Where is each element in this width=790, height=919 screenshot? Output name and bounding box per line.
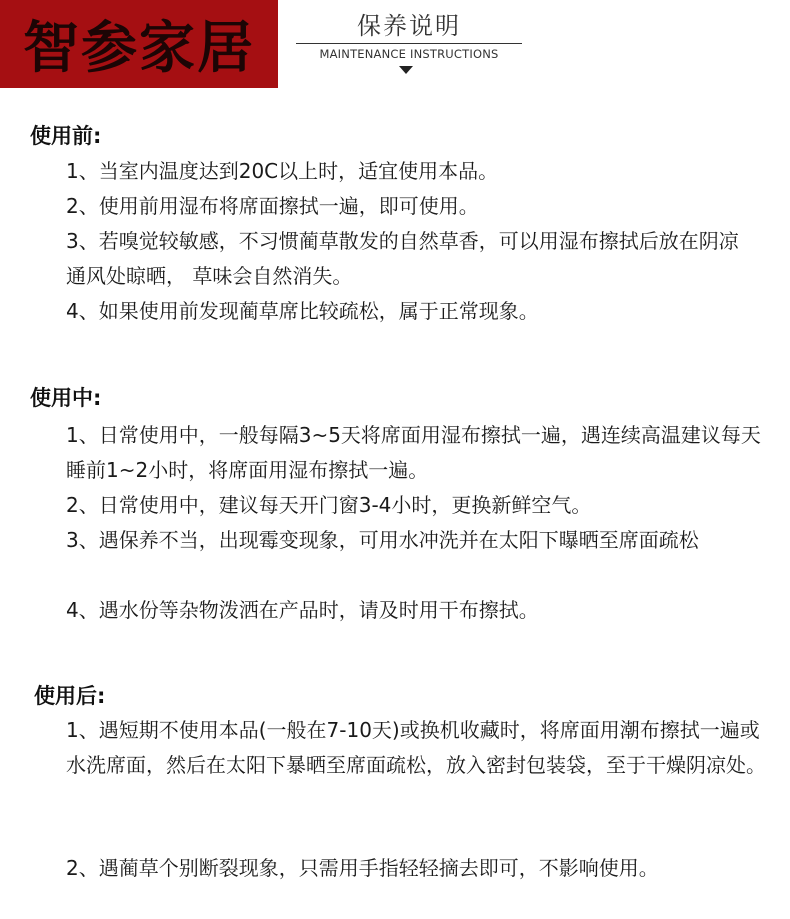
brand-name: 智参家居 (23, 15, 255, 81)
header-title: 保养说明 (357, 12, 461, 40)
instruction-item: 3、遇保养不当，出现霉变现象，可用水冲洗并在太阳下曝晒至席面疏松 (66, 528, 699, 552)
instruction-item: 2、遇蔺草个别断裂现象，只需用手指轻轻摘去即可，不影响使用。 (66, 856, 659, 880)
brand-logo (0, 0, 278, 88)
header-divider (296, 43, 522, 44)
instruction-item: 1、遇短期不使用本品(一般在7-10天)或换机收藏时，将席面用潮布擦拭一遍或水洗席面，然后在太阳下暴晒至席面疏松，放入密封包装袋，至于干燥阴凉处。 (66, 718, 766, 777)
section-heading: 使用中: (30, 386, 102, 410)
instruction-item: 4、遇水份等杂物泼洒在产品时，请及时用干布擦拭。 (66, 598, 539, 622)
instruction-item: 3、若嗅觉较敏感，不习惯蔺草散发的自然草香，可以用湿布擦拭后放在阴凉通风处晾晒， 草味会自然消失。 (66, 229, 739, 288)
section-heading: 使用后: (34, 684, 106, 708)
triangle-down-icon (399, 66, 413, 74)
instruction-item: 4、如果使用前发现蔺草席比较疏松，属于正常现象。 (66, 299, 539, 323)
header-subtitle: MAINTENANCE INSTRUCTIONS (319, 47, 499, 61)
section-heading: 使用前: (30, 124, 102, 148)
instruction-item: 1、当室内温度达到20C以上时，适宜使用本品。 (66, 159, 499, 183)
instruction-item: 2、日常使用中，建议每天开门窗3-4小时，更换新鲜空气。 (66, 493, 592, 517)
instruction-item: 1、日常使用中，一般每隔3~5天将席面用湿布擦拭一遍，遇连续高温建议每天睡前1~2小时，将席面用湿布擦拭一遍。 (66, 423, 761, 482)
instruction-item: 2、使用前用湿布将席面擦拭一遍，即可使用。 (66, 194, 479, 218)
